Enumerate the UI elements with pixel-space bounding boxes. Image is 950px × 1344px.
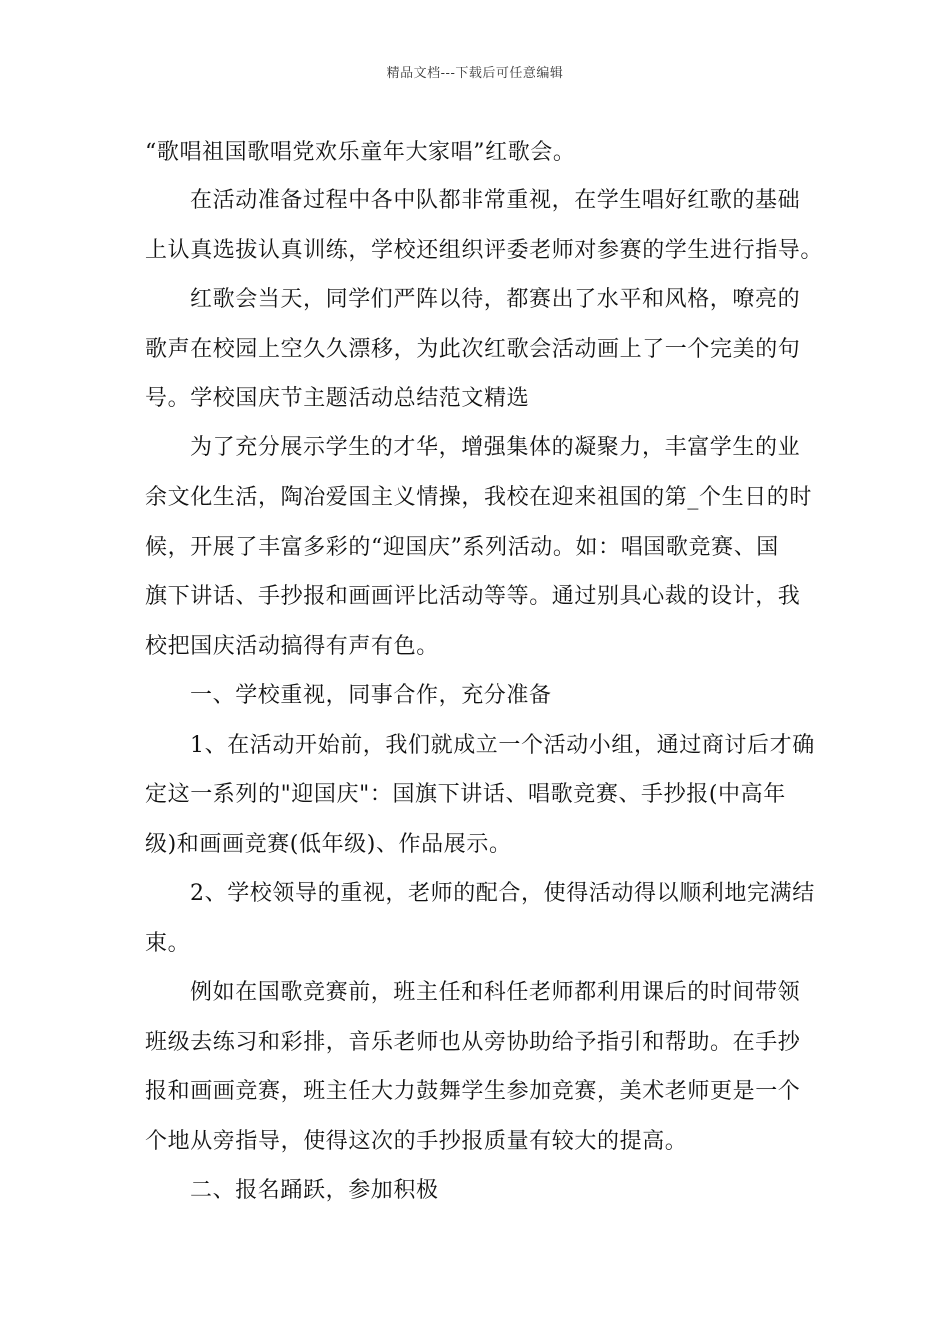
body-line: “歌唱祖国歌唱党欢乐童年大家唱”红歌会。 xyxy=(145,140,576,165)
section-heading: 一、学校重视，同事合作，充分准备 xyxy=(190,683,552,708)
body-line: 号。学校国庆节主题活动总结范文精选 xyxy=(145,386,530,411)
paragraph-first-line: 1、在活动开始前，我们就成立一个活动小组，通过商讨后才确 xyxy=(190,733,815,758)
paragraph-first-line: 2、学校领导的重视，老师的配合，使得活动得以顺利地完满结 xyxy=(190,881,815,906)
body-line: 上认真选拔认真训练，学校还组织评委老师对参赛的学生进行指导。 xyxy=(145,238,824,263)
page-header: 精品文档---下载后可任意编辑 xyxy=(386,66,564,81)
body-line: 级)和画画竞赛(低年级)、作品展示。 xyxy=(145,832,512,857)
paragraph-first-line: 为了充分展示学生的才华，增强集体的凝聚力，丰富学生的业 xyxy=(190,435,801,460)
section-heading: 二、报名踊跃，参加积极 xyxy=(190,1178,439,1203)
body-line: 班级去练习和彩排，音乐老师也从旁协助给予指引和帮助。在手抄 xyxy=(145,1030,801,1055)
body-line: 报和画画竞赛，班主任大力鼓舞学生参加竞赛，美术老师更是一个 xyxy=(145,1079,801,1104)
body-line: 定这一系列的"迎国庆"：国旗下讲话、唱歌竞赛、手抄报(中高年 xyxy=(145,782,786,807)
body-line: 校把国庆活动搞得有声有色。 xyxy=(145,634,439,659)
paragraph-first-line: 在活动准备过程中各中队都非常重视，在学生唱好红歌的基础 xyxy=(190,188,801,213)
paragraph-first-line: 例如在国歌竞赛前，班主任和科任老师都利用课后的时间带领 xyxy=(190,980,801,1005)
body-line: 束。 xyxy=(145,931,191,956)
body-line: 旗下讲话、手抄报和画画评比活动等等。通过别具心裁的设计，我 xyxy=(145,584,801,609)
body-line: 个地从旁指导，使得这次的手抄报质量有较大的提高。 xyxy=(145,1129,688,1154)
paragraph-first-line: 红歌会当天，同学们严阵以待，都赛出了水平和风格，嘹亮的 xyxy=(190,287,801,312)
body-line: 候，开展了丰富多彩的“迎国庆”系列活动。如：唱国歌竞赛、国 xyxy=(145,535,779,560)
body-line: 歌声在校园上空久久漂移，为此次红歌会活动画上了一个完美的句 xyxy=(145,337,801,362)
body-line: 余文化生活，陶冶爱国主义情操，我校在迎来祖国的第_个生日的时 xyxy=(145,485,813,510)
